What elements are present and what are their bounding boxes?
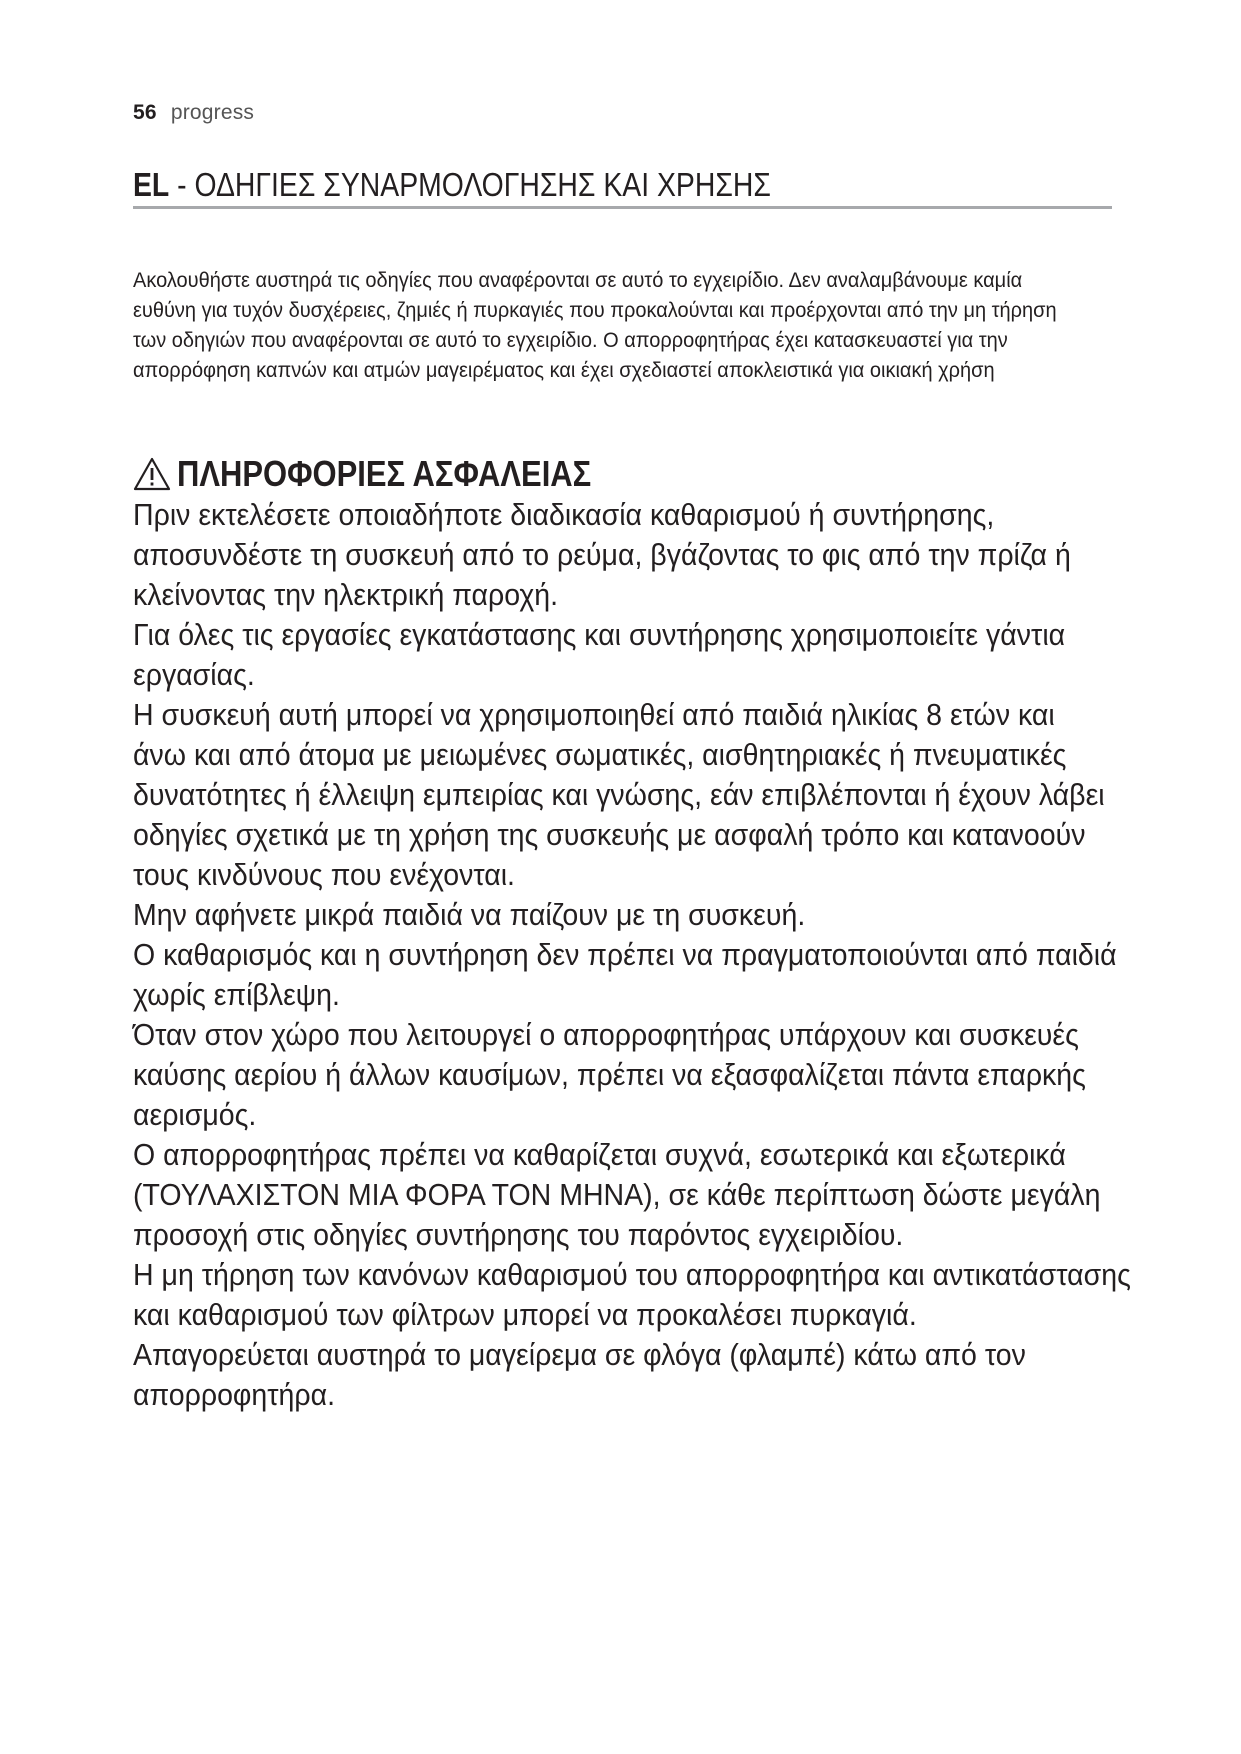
safety-heading: [133, 452, 659, 496]
safety-text-line: Για όλες τις εργασίες εγκατάστασης και συντήρησης χρησιμοποιείτε γάντια: [133, 617, 1066, 652]
warning-triangle-icon: [133, 457, 171, 491]
safety-text: [133, 495, 1131, 1415]
language-code: EL: [133, 166, 170, 203]
safety-text-line: και καθαρισμού των φίλτρων μπορεί να προκαλέσει πυρκαγιά.: [133, 1297, 917, 1332]
brand-name: progress: [170, 101, 255, 124]
safety-heading-text: ΠΛΗΡΟΦΟΡΙΕΣ ΑΣΦΑΛΕΙΑΣ: [177, 453, 592, 494]
safety-text-line: Η συσκευή αυτή μπορεί να χρησιμοποιηθεί από παιδιά ηλικίας 8 ετών και: [133, 697, 1055, 732]
intro-line: των οδηγιών που αναφέρονται σε αυτό το εγχειρίδιο. Ο απορροφητήρας έχει κατασκευαστεί για την: [133, 328, 1008, 352]
page-number: 56: [133, 101, 157, 124]
safety-text-line: Απαγορεύεται αυστηρά το μαγείρεμα σε φλόγα (φλαμπέ) κάτω από τον: [133, 1337, 1026, 1372]
safety-text-line: Όταν στον χώρο που λειτουργεί ο απορροφητήρας υπάρχουν και συσκευές: [133, 1017, 1079, 1052]
safety-text-line: απορροφητήρα.: [133, 1377, 336, 1412]
safety-text-line: (ΤΟΥΛΑΧΙΣΤΟΝ ΜΙΑ ΦΟΡΑ ΤΟΝ ΜΗΝΑ), σε κάθε περίπτωση δώστε μεγάλη: [133, 1177, 1101, 1212]
safety-text-line: Πριν εκτελέσετε οποιαδήποτε διαδικασία καθαρισμού ή συντήρησης,: [133, 497, 995, 532]
safety-text-line: χωρίς επίβλεψη.: [133, 977, 340, 1012]
intro-line: Ακολουθήστε αυστηρά τις οδηγίες που αναφέρονται σε αυτό το εγχειρίδιο. Δεν αναλαμβάνουμε καμία: [133, 268, 1023, 292]
safety-text-line: αποσυνδέστε τη συσκευή από το ρεύμα, βγάζοντας το φις από την πρίζα ή: [133, 537, 1071, 572]
intro-paragraph: [133, 265, 1063, 385]
safety-text-line: Η μη τήρηση των κανόνων καθαρισμού του απορροφητήρα και αντικατάστασης: [133, 1257, 1131, 1292]
safety-text-line: προσοχή στις οδηγίες συντήρησης του παρόντος εγχειριδίου.: [133, 1217, 904, 1252]
safety-text-line: Ο καθαρισμός και η συντήρηση δεν πρέπει να πραγματοποιούνται από παιδιά: [133, 937, 1117, 972]
section-title: [133, 165, 975, 205]
safety-text-line: Μην αφήνετε μικρά παιδιά να παίζουν με τη συσκευή.: [133, 897, 806, 932]
safety-text-line: Ο απορροφητήρας πρέπει να καθαρίζεται συχνά, εσωτερικά και εξωτερικά: [133, 1137, 1066, 1172]
safety-text-line: οδηγίες σχετικά με τη χρήση της συσκευής με ασφαλή τρόπο και κατανοούν: [133, 817, 1086, 852]
safety-text-line: δυνατότητες ή έλλειψη εμπειρίας και γνώσης, εάν επιβλέπονται ή έχουν λάβει: [133, 777, 1105, 812]
title-divider: [133, 206, 1112, 209]
safety-text-line: εργασίας.: [133, 657, 255, 692]
safety-text-line: καύσης αερίου ή άλλων καυσίμων, πρέπει να εξασφαλίζεται πάντα επαρκής: [133, 1057, 1086, 1092]
safety-text-line: αερισμός.: [133, 1097, 257, 1132]
page-header: [133, 101, 254, 125]
safety-text-line: άνω και από άτομα με μειωμένες σωματικές, αισθητηριακές ή πνευματικές: [133, 737, 1067, 772]
safety-text-line: κλείνοντας την ηλεκτρική παροχή.: [133, 577, 559, 612]
intro-line: απορρόφηση καπνών και ατμών μαγειρέματος και έχει σχεδιαστεί αποκλειστικά για οικιακή χρήση: [133, 358, 995, 382]
section-title-text: - ΟΔΗΓΙΕΣ ΣΥΝΑΡΜΟΛΟΓΗΣΗΣ ΚΑΙ ΧΡΗΣΗΣ: [169, 166, 771, 203]
safety-text-line: τους κινδύνους που ενέχονται.: [133, 857, 515, 892]
intro-line: ευθύνη για τυχόν δυσχέρειες, ζημιές ή πυρκαγιές που προκαλούνται και προέρχονται από την μη τήρηση: [133, 298, 1057, 322]
